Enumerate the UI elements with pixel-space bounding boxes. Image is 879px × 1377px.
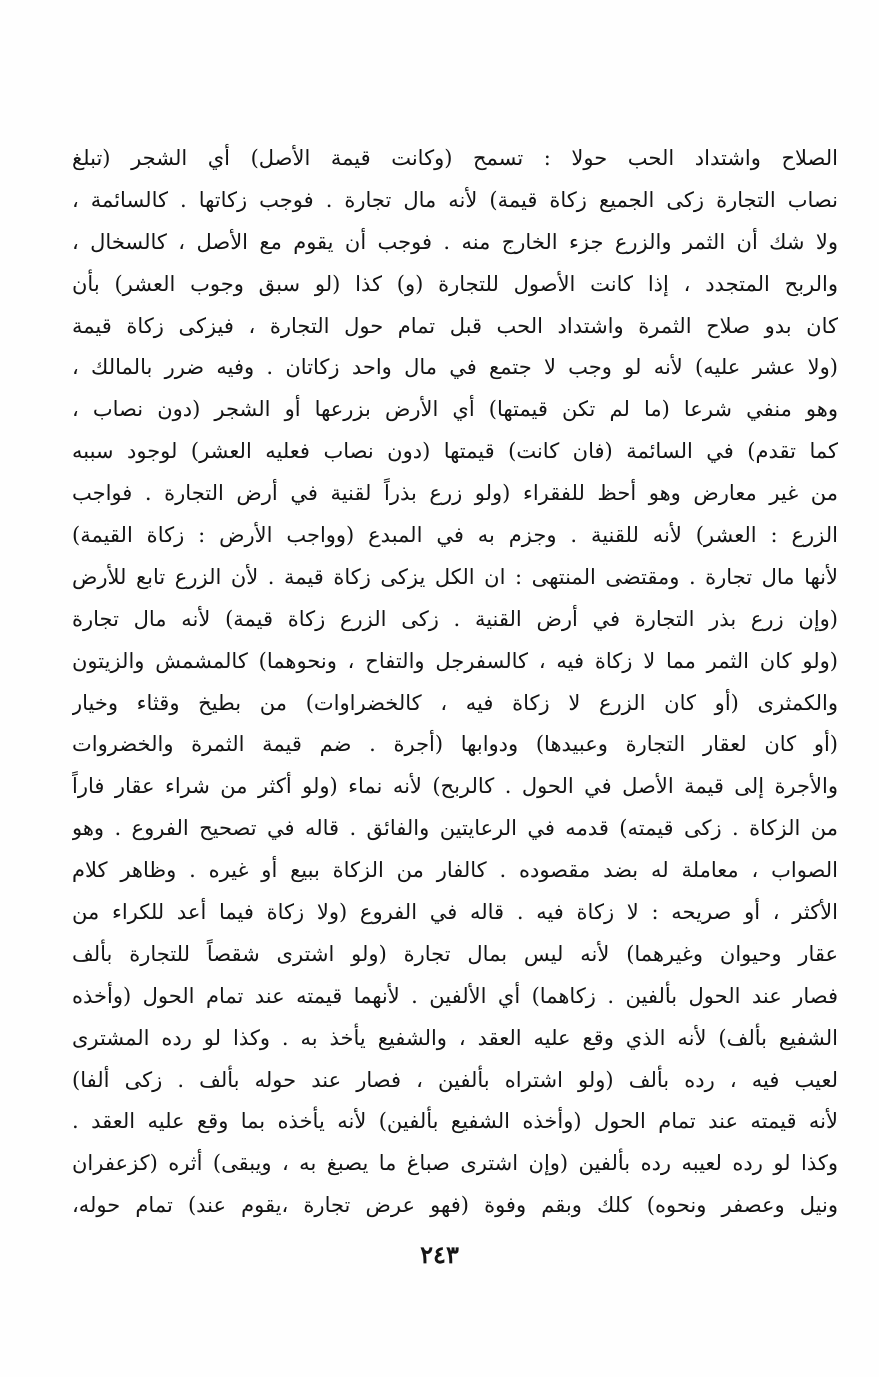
text-line-7: وهو منفي شرعا (ما لم تكن قيمتها) أي الأرض بزرعها أو الشجر (دون نصاب ، [72, 397, 838, 422]
text-line-19: الأكثر ، أو صريحه : لا زكاة فيه . قاله في الفروع (ولا زكاة فيما أعد للكراء من [72, 900, 838, 925]
text-line-25: وكذا لو رده لعيبه رده بألفين (وإن اشترى صباغ ما يصبغ به ، ويبقى) أثره (كزعفران [72, 1151, 838, 1176]
text-line-9: من غير معارض وهو أحظ للفقراء (ولو زرع بذراً لقنية في أرض التجارة . فواجب [72, 481, 838, 506]
text-line-26: ونيل وعصفر ونحوه) كلك وبقم وفوة (فهو عرض تجارة ،يقوم عند) تمام حوله، [72, 1193, 838, 1218]
text-line-20: عقار وحيوان وغيرهما) لأنه ليس بمال تجارة (ولو اشترى شقصاً للتجارة بألف [72, 941, 838, 966]
text-line-6: (ولا عشر عليه) لأنه لو وجب لا جتمع في مال واحد زكاتان . وفيه ضرر بالمالك ، [72, 355, 838, 380]
text-line-13: (ولو كان الثمر مما لا زكاة فيه ، كالسفرجل والتفاح ، ونحوهما) كالمشمش والزيتون [72, 648, 838, 673]
text-line-11: لأنها مال تجارة . ومقتضى المنتهى : ان الكل يزكى زكاة قيمة . لأن الزرع تابع للأرض [72, 564, 838, 589]
text-line-4: والربح المتجدد ، إذا كانت الأصول للتجارة (و) كذا (لو سبق وجوب العشر) بأن [72, 271, 838, 296]
text-line-10: الزرع : العشر) لأنه للقنية . وجزم به في المبدع (وواجب الأرض : زكاة القيمة) [72, 523, 838, 548]
text-line-3: ولا شك أن الثمر والزرع جزء الخارج منه . فوجب أن يقوم مع الأصل ، كالسخال ، [72, 229, 838, 254]
text-line-2: نصاب التجارة زكى الجميع زكاة قيمة) لأنه مال تجارة . فوجب زكاتها . كالسائمة ، [72, 187, 838, 212]
text-line-23: لعيب فيه ، رده بألف (ولو اشتراه بألفين ، فصار عند حوله بألف . زكى ألفا) [72, 1067, 838, 1092]
text-line-15: (أو كان لعقار التجارة وعبيدها) ودوابها (أجرة . ضم قيمة الثمرة والخضروات [72, 732, 838, 757]
text-line-21: فصار عند الحول بألفين . زكاهما) أي الألفين . لأنهما قيمته عند تمام الحول (وأخذه [72, 983, 838, 1008]
text-line-17: من الزكاة . زكى قيمته) قدمه في الرعايتين والفائق . قاله في تصحيح الفروع . وهو [72, 816, 838, 841]
text-line-16: والأجرة إلى قيمة الأصل في الحول . كالربح) لأنه نماء (ولو أكثر من شراء عقار فاراً [72, 774, 838, 799]
page-number: ٢٤٣ [420, 1240, 459, 1269]
text-line-18: الصواب ، معاملة له بضد مقصوده . كالفار من الزكاة ببيع أو غيره . وظاهر كلام [72, 858, 838, 883]
text-line-24: لأنه قيمته عند تمام الحول (وأخذه الشفيع بألفين) لأنه يأخذه بما وقع عليه العقد . [72, 1109, 838, 1134]
text-line-12: (وإن زرع بذر التجارة في أرض القنية . زكى الزرع زكاة قيمة) لأنه مال تجارة [72, 606, 838, 631]
text-line-8: كما تقدم) في السائمة (فان كانت) قيمتها (دون نصاب فعليه العشر) لوجود سببه [72, 439, 838, 464]
text-line-14: والكمثرى (أو كان الزرع لا زكاة فيه ، كالخضراوات) من بطيخ وقثاء وخيار [72, 690, 838, 715]
text-line-1: الصلاح واشتداد الحب حولا : تسمح (وكانت قيمة الأصل) أي الشجر (تبلغ [72, 146, 838, 170]
text-line-22: الشفيع بألف) لأنه الذي وقع عليه العقد ، والشفيع يأخذ به . وكذا لو رده المشترى [72, 1025, 838, 1050]
text-line-5: كان بدو صلاح الثمرة واشتداد الحب قبل تمام حول التجارة ، فيزكى زكاة قيمة [72, 313, 838, 338]
body-text [72, 138, 838, 1227]
